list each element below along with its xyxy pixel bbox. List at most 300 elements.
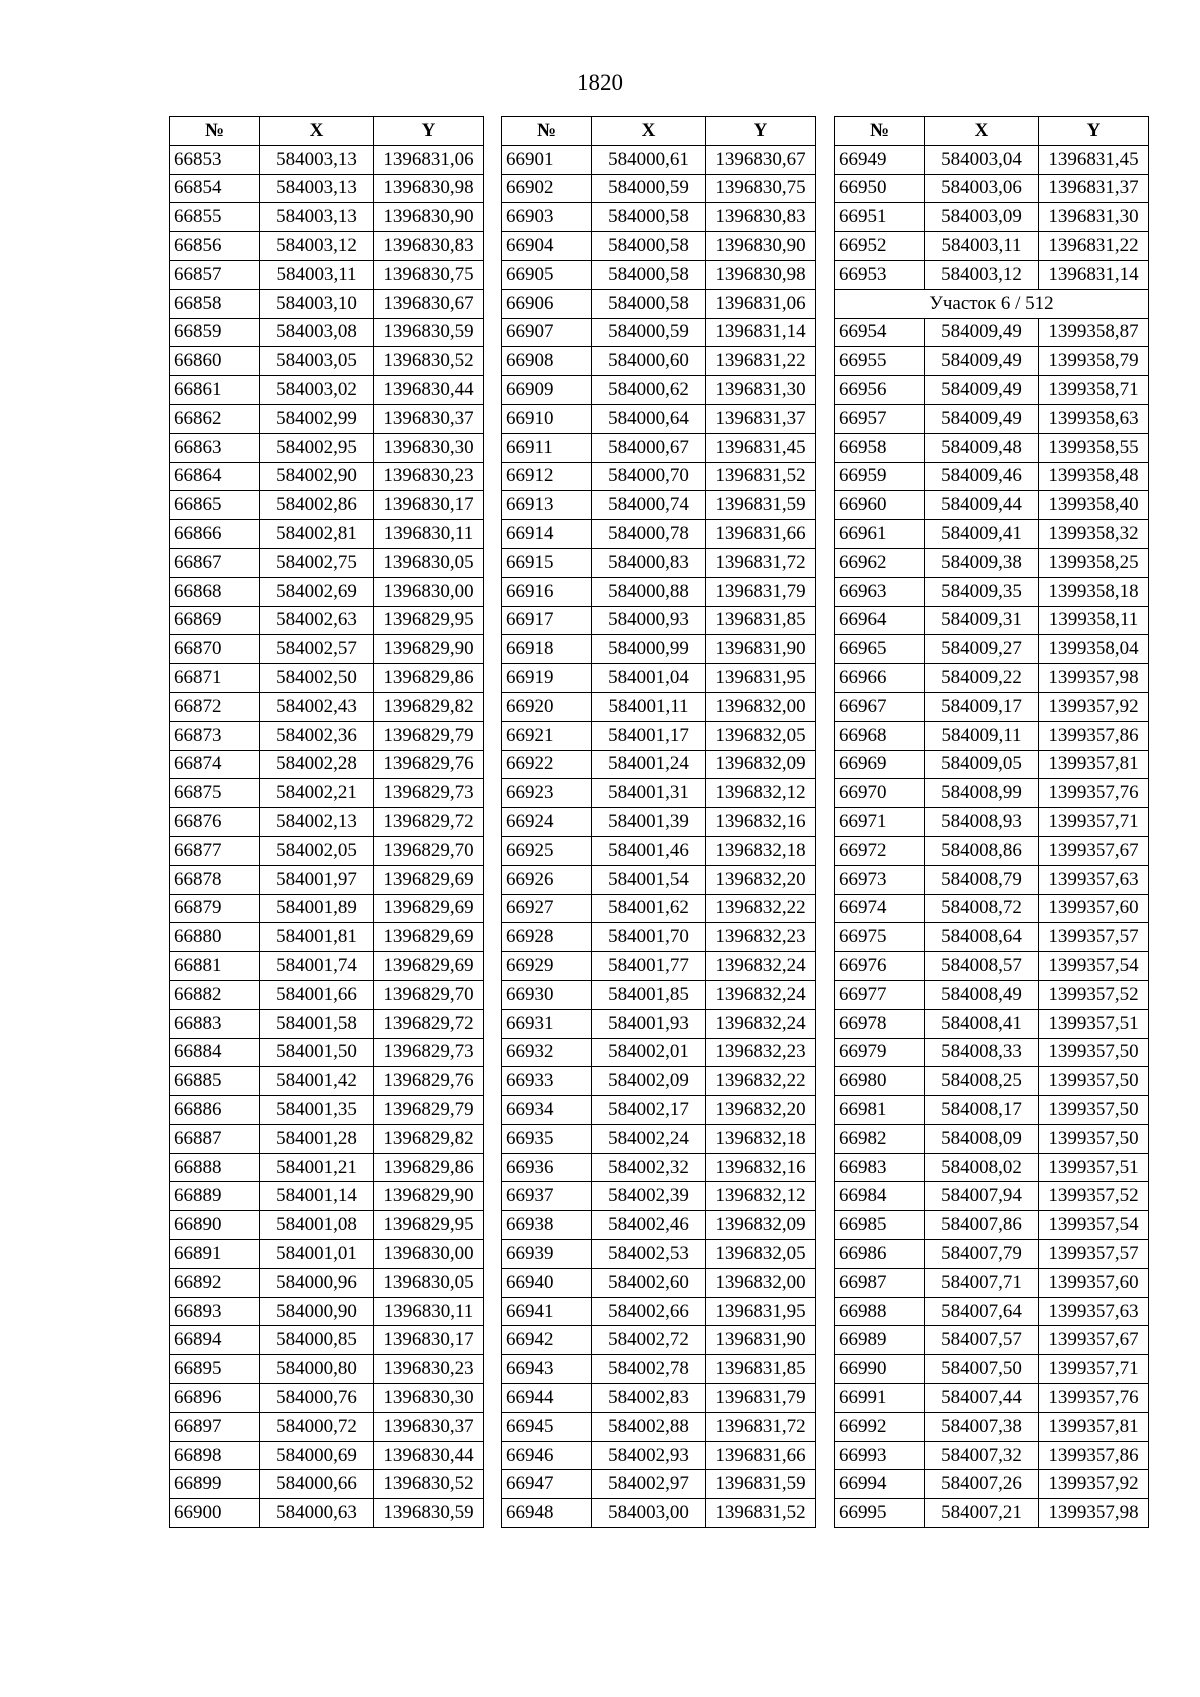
y-coordinate: 1399357,71: [1039, 808, 1149, 837]
table-row: [170, 1297, 484, 1326]
x-coordinate: 584003,00: [592, 1499, 706, 1528]
point-number: 66891: [170, 1240, 260, 1269]
table-row: [502, 1182, 816, 1211]
point-number: 66920: [502, 692, 592, 721]
point-number: 66859: [170, 318, 260, 347]
y-coordinate: 1396829,69: [374, 923, 484, 952]
y-coordinate: 1396832,05: [706, 721, 816, 750]
table-row: [502, 1470, 816, 1499]
point-number: 66899: [170, 1470, 260, 1499]
table-row: [502, 1153, 816, 1182]
table-row: [502, 462, 816, 491]
x-coordinate: 584000,59: [592, 318, 706, 347]
y-coordinate: 1396829,79: [374, 1096, 484, 1125]
table-row: [835, 952, 1149, 981]
point-number: 66979: [835, 1038, 925, 1067]
y-coordinate: 1396831,85: [706, 606, 816, 635]
y-coordinate: 1396832,20: [706, 865, 816, 894]
y-coordinate: 1396829,70: [374, 836, 484, 865]
x-coordinate: 584008,93: [925, 808, 1039, 837]
y-coordinate: 1399358,71: [1039, 376, 1149, 405]
table-row: [835, 1211, 1149, 1240]
point-number: 66882: [170, 980, 260, 1009]
table-body: [835, 145, 1149, 1527]
x-coordinate: 584009,44: [925, 491, 1039, 520]
table-row: [170, 779, 484, 808]
x-coordinate: 584001,14: [260, 1182, 374, 1211]
point-number: 66875: [170, 779, 260, 808]
point-number: 66926: [502, 865, 592, 894]
table-row: [170, 1067, 484, 1096]
point-number: 66881: [170, 952, 260, 981]
y-coordinate: 1396832,00: [706, 1268, 816, 1297]
table-body: [170, 145, 484, 1527]
y-coordinate: 1396831,22: [706, 347, 816, 376]
y-coordinate: 1396829,90: [374, 635, 484, 664]
y-coordinate: 1396831,06: [374, 145, 484, 174]
y-coordinate: 1399357,71: [1039, 1355, 1149, 1384]
x-coordinate: 584008,09: [925, 1124, 1039, 1153]
coordinates-table-2: [501, 116, 816, 1528]
y-coordinate: 1396831,66: [706, 520, 816, 549]
point-number: 66992: [835, 1412, 925, 1441]
point-number: 66936: [502, 1153, 592, 1182]
table-row: [502, 1326, 816, 1355]
point-number: 66977: [835, 980, 925, 1009]
y-coordinate: 1396829,82: [374, 692, 484, 721]
table-row: [170, 491, 484, 520]
point-number: 66989: [835, 1326, 925, 1355]
x-coordinate: 584000,59: [592, 174, 706, 203]
point-number: 66973: [835, 865, 925, 894]
table-row: [835, 635, 1149, 664]
table-row: [170, 1211, 484, 1240]
y-coordinate: 1396830,59: [374, 1499, 484, 1528]
y-coordinate: 1399357,86: [1039, 721, 1149, 750]
point-number: 66961: [835, 520, 925, 549]
x-coordinate: 584002,57: [260, 635, 374, 664]
y-coordinate: 1396830,37: [374, 404, 484, 433]
x-coordinate: 584007,94: [925, 1182, 1039, 1211]
y-coordinate: 1396830,37: [374, 1412, 484, 1441]
x-coordinate: 584000,85: [260, 1326, 374, 1355]
point-number: 66853: [170, 145, 260, 174]
point-number: 66921: [502, 721, 592, 750]
y-coordinate: 1396832,18: [706, 836, 816, 865]
y-coordinate: 1396831,22: [1039, 232, 1149, 261]
x-coordinate: 584001,89: [260, 894, 374, 923]
table-row: [170, 232, 484, 261]
x-coordinate: 584008,02: [925, 1153, 1039, 1182]
x-coordinate: 584000,63: [260, 1499, 374, 1528]
point-number: 66929: [502, 952, 592, 981]
point-number: 66860: [170, 347, 260, 376]
x-coordinate: 584001,81: [260, 923, 374, 952]
x-coordinate: 584002,69: [260, 577, 374, 606]
y-coordinate: 1396831,79: [706, 577, 816, 606]
point-number: 66890: [170, 1211, 260, 1240]
y-coordinate: 1396831,14: [706, 318, 816, 347]
point-number: 66970: [835, 779, 925, 808]
y-coordinate: 1399357,98: [1039, 664, 1149, 693]
x-coordinate: 584002,83: [592, 1384, 706, 1413]
x-coordinate: 584003,10: [260, 289, 374, 318]
table-row: [502, 750, 816, 779]
x-coordinate: 584001,39: [592, 808, 706, 837]
point-number: 66883: [170, 1009, 260, 1038]
table-row: [835, 462, 1149, 491]
point-number: 66872: [170, 692, 260, 721]
y-coordinate: 1396832,24: [706, 980, 816, 1009]
table-row: [502, 664, 816, 693]
x-coordinate: 584007,86: [925, 1211, 1039, 1240]
y-coordinate: 1396829,69: [374, 865, 484, 894]
y-coordinate: 1396829,76: [374, 750, 484, 779]
point-number: 66956: [835, 376, 925, 405]
x-coordinate: 584002,13: [260, 808, 374, 837]
y-coordinate: 1396830,52: [374, 1470, 484, 1499]
y-coordinate: 1396832,09: [706, 750, 816, 779]
x-coordinate: 584007,44: [925, 1384, 1039, 1413]
x-coordinate: 584000,96: [260, 1268, 374, 1297]
y-coordinate: 1396831,59: [706, 491, 816, 520]
point-number: 66995: [835, 1499, 925, 1528]
table-row: [170, 1355, 484, 1384]
x-coordinate: 584001,35: [260, 1096, 374, 1125]
table-row: [170, 289, 484, 318]
table-row: [502, 174, 816, 203]
x-coordinate: 584000,78: [592, 520, 706, 549]
table-row: [502, 404, 816, 433]
x-coordinate: 584001,08: [260, 1211, 374, 1240]
y-coordinate: 1396832,22: [706, 1067, 816, 1096]
y-coordinate: 1399357,54: [1039, 1211, 1149, 1240]
x-coordinate: 584001,04: [592, 664, 706, 693]
x-coordinate: 584009,41: [925, 520, 1039, 549]
table-row: [502, 289, 816, 318]
x-coordinate: 584009,49: [925, 376, 1039, 405]
x-coordinate: 584008,25: [925, 1067, 1039, 1096]
x-coordinate: 584009,49: [925, 318, 1039, 347]
table-row: [170, 1470, 484, 1499]
x-coordinate: 584000,58: [592, 289, 706, 318]
x-coordinate: 584000,62: [592, 376, 706, 405]
y-coordinate: 1396829,73: [374, 779, 484, 808]
x-coordinate: 584000,90: [260, 1297, 374, 1326]
y-coordinate: 1399357,67: [1039, 1326, 1149, 1355]
y-coordinate: 1396830,11: [374, 520, 484, 549]
x-coordinate: 584000,74: [592, 491, 706, 520]
table-row: [835, 1470, 1149, 1499]
y-coordinate: 1396831,95: [706, 664, 816, 693]
x-coordinate: 584003,02: [260, 376, 374, 405]
table-row: [835, 145, 1149, 174]
y-coordinate: 1396830,44: [374, 1441, 484, 1470]
table-row: [835, 203, 1149, 232]
point-number: 66971: [835, 808, 925, 837]
y-coordinate: 1396831,30: [706, 376, 816, 405]
table-row: [835, 1038, 1149, 1067]
x-coordinate: 584000,67: [592, 433, 706, 462]
y-coordinate: 1399358,11: [1039, 606, 1149, 635]
point-number: 66911: [502, 433, 592, 462]
point-number: 66938: [502, 1211, 592, 1240]
point-number: 66893: [170, 1297, 260, 1326]
table-row: [170, 433, 484, 462]
x-coordinate: 584007,21: [925, 1499, 1039, 1528]
y-coordinate: 1399357,52: [1039, 980, 1149, 1009]
point-number: 66865: [170, 491, 260, 520]
table-row: [170, 577, 484, 606]
table-row: [502, 520, 816, 549]
point-number: 66984: [835, 1182, 925, 1211]
table-row: [170, 1153, 484, 1182]
point-number: 66869: [170, 606, 260, 635]
point-number: 66951: [835, 203, 925, 232]
y-coordinate: 1399357,50: [1039, 1067, 1149, 1096]
table-row: [502, 232, 816, 261]
table-row: [170, 376, 484, 405]
y-coordinate: 1396830,67: [374, 289, 484, 318]
table-row: [502, 1240, 816, 1269]
x-coordinate: 584009,22: [925, 664, 1039, 693]
table-row: [835, 491, 1149, 520]
y-coordinate: 1399357,81: [1039, 1412, 1149, 1441]
x-coordinate: 584007,38: [925, 1412, 1039, 1441]
point-number: 66935: [502, 1124, 592, 1153]
x-coordinate: 584001,62: [592, 894, 706, 923]
point-number: 66985: [835, 1211, 925, 1240]
coordinates-table-3: [834, 116, 1149, 1528]
x-coordinate: 584008,64: [925, 923, 1039, 952]
y-coordinate: 1396830,52: [374, 347, 484, 376]
x-coordinate: 584003,12: [925, 260, 1039, 289]
x-coordinate: 584007,79: [925, 1240, 1039, 1269]
x-coordinate: 584002,46: [592, 1211, 706, 1240]
table-row: [170, 1124, 484, 1153]
x-coordinate: 584000,58: [592, 232, 706, 261]
x-coordinate: 584003,09: [925, 203, 1039, 232]
x-coordinate: 584001,74: [260, 952, 374, 981]
point-number: 66988: [835, 1297, 925, 1326]
table-row: [170, 1441, 484, 1470]
page-number: 1820: [577, 70, 623, 95]
y-coordinate: 1396830,75: [374, 260, 484, 289]
table-row: [835, 347, 1149, 376]
point-number: 66924: [502, 808, 592, 837]
point-number: 66916: [502, 577, 592, 606]
point-number: 66871: [170, 664, 260, 693]
y-coordinate: 1396832,23: [706, 1038, 816, 1067]
point-number: 66917: [502, 606, 592, 635]
y-coordinate: 1396829,72: [374, 1009, 484, 1038]
y-coordinate: 1399357,50: [1039, 1124, 1149, 1153]
point-number: 66931: [502, 1009, 592, 1038]
table-row: [170, 1038, 484, 1067]
x-coordinate: 584001,93: [592, 1009, 706, 1038]
x-coordinate: 584002,17: [592, 1096, 706, 1125]
table-row: [170, 980, 484, 1009]
x-coordinate: 584000,66: [260, 1470, 374, 1499]
table-row: [170, 1384, 484, 1413]
y-coordinate: 1399358,04: [1039, 635, 1149, 664]
x-coordinate: 584000,80: [260, 1355, 374, 1384]
table-row: [835, 1240, 1149, 1269]
y-coordinate: 1396831,52: [706, 462, 816, 491]
x-coordinate: 584002,39: [592, 1182, 706, 1211]
x-coordinate: 584003,06: [925, 174, 1039, 203]
y-coordinate: 1396831,72: [706, 1412, 816, 1441]
x-coordinate: 584001,66: [260, 980, 374, 1009]
point-number: 66896: [170, 1384, 260, 1413]
point-number: 66873: [170, 721, 260, 750]
y-coordinate: 1396830,75: [706, 174, 816, 203]
point-number: 66910: [502, 404, 592, 433]
x-coordinate: 584000,83: [592, 548, 706, 577]
y-coordinate: 1399358,32: [1039, 520, 1149, 549]
point-number: 66993: [835, 1441, 925, 1470]
point-number: 66854: [170, 174, 260, 203]
y-coordinate: 1396830,23: [374, 1355, 484, 1384]
point-number: 66964: [835, 606, 925, 635]
point-number: 66914: [502, 520, 592, 549]
table-row: [502, 1067, 816, 1096]
y-coordinate: 1396830,98: [706, 260, 816, 289]
table-row: [170, 894, 484, 923]
point-number: 66902: [502, 174, 592, 203]
point-number: 66960: [835, 491, 925, 520]
point-number: 66908: [502, 347, 592, 376]
section-label: Участок 6 / 512: [835, 289, 1149, 318]
x-coordinate: 584000,99: [592, 635, 706, 664]
table-row: [170, 520, 484, 549]
y-coordinate: 1396830,30: [374, 1384, 484, 1413]
point-number: 66915: [502, 548, 592, 577]
table-row: [835, 260, 1149, 289]
y-coordinate: 1396829,95: [374, 606, 484, 635]
point-number: 66906: [502, 289, 592, 318]
table-row: [170, 318, 484, 347]
table-row: [170, 1009, 484, 1038]
x-coordinate: 584002,72: [592, 1326, 706, 1355]
point-number: 66947: [502, 1470, 592, 1499]
table-row: [835, 1499, 1149, 1528]
point-number: 66974: [835, 894, 925, 923]
y-coordinate: 1396829,86: [374, 664, 484, 693]
table-row: [835, 1412, 1149, 1441]
x-coordinate: 584007,26: [925, 1470, 1039, 1499]
x-coordinate: 584002,66: [592, 1297, 706, 1326]
table-row: [502, 577, 816, 606]
table-row: [835, 1268, 1149, 1297]
header-x: X: [592, 117, 706, 146]
x-coordinate: 584009,38: [925, 548, 1039, 577]
x-coordinate: 584001,97: [260, 865, 374, 894]
x-coordinate: 584001,70: [592, 923, 706, 952]
point-number: 66930: [502, 980, 592, 1009]
table-row: [835, 1067, 1149, 1096]
point-number: 66965: [835, 635, 925, 664]
point-number: 66954: [835, 318, 925, 347]
x-coordinate: 584002,95: [260, 433, 374, 462]
table-body: [502, 145, 816, 1527]
point-number: 66968: [835, 721, 925, 750]
y-coordinate: 1396832,12: [706, 779, 816, 808]
point-number: 66913: [502, 491, 592, 520]
x-coordinate: 584003,11: [925, 232, 1039, 261]
x-coordinate: 584008,99: [925, 779, 1039, 808]
x-coordinate: 584000,61: [592, 145, 706, 174]
point-number: 66912: [502, 462, 592, 491]
point-number: 66945: [502, 1412, 592, 1441]
table-row: [835, 836, 1149, 865]
table-row: [502, 1412, 816, 1441]
table-row: [502, 1124, 816, 1153]
y-coordinate: 1396830,23: [374, 462, 484, 491]
x-coordinate: 584001,28: [260, 1124, 374, 1153]
x-coordinate: 584001,24: [592, 750, 706, 779]
table-header-row: [835, 117, 1149, 146]
table-row: [502, 1499, 816, 1528]
table-row: [170, 606, 484, 635]
point-number: 66949: [835, 145, 925, 174]
x-coordinate: 584003,04: [925, 145, 1039, 174]
x-coordinate: 584008,86: [925, 836, 1039, 865]
table-row: [170, 462, 484, 491]
x-coordinate: 584007,57: [925, 1326, 1039, 1355]
table-row: [835, 1355, 1149, 1384]
x-coordinate: 584009,27: [925, 635, 1039, 664]
y-coordinate: 1396829,69: [374, 952, 484, 981]
x-coordinate: 584000,58: [592, 203, 706, 232]
table-row: [835, 404, 1149, 433]
x-coordinate: 584002,86: [260, 491, 374, 520]
table-row: [502, 347, 816, 376]
point-number: 66901: [502, 145, 592, 174]
x-coordinate: 584002,78: [592, 1355, 706, 1384]
x-coordinate: 584008,49: [925, 980, 1039, 1009]
table-row: [835, 548, 1149, 577]
header-number: №: [502, 117, 592, 146]
point-number: 66975: [835, 923, 925, 952]
x-coordinate: 584002,53: [592, 1240, 706, 1269]
point-number: 66886: [170, 1096, 260, 1125]
table-row: [502, 1355, 816, 1384]
y-coordinate: 1399357,76: [1039, 1384, 1149, 1413]
table-row: [502, 635, 816, 664]
x-coordinate: 584009,46: [925, 462, 1039, 491]
x-coordinate: 584000,93: [592, 606, 706, 635]
y-coordinate: 1396831,45: [706, 433, 816, 462]
point-number: 66918: [502, 635, 592, 664]
point-number: 66937: [502, 1182, 592, 1211]
y-coordinate: 1399357,50: [1039, 1038, 1149, 1067]
y-coordinate: 1396829,69: [374, 894, 484, 923]
x-coordinate: 584000,60: [592, 347, 706, 376]
table-row: [835, 721, 1149, 750]
table-row: [170, 808, 484, 837]
table-row: [170, 1326, 484, 1355]
point-number: 66939: [502, 1240, 592, 1269]
table-row: [835, 376, 1149, 405]
y-coordinate: 1396831,79: [706, 1384, 816, 1413]
y-coordinate: 1399357,63: [1039, 865, 1149, 894]
table-row: [502, 808, 816, 837]
point-number: 66903: [502, 203, 592, 232]
x-coordinate: 584000,64: [592, 404, 706, 433]
x-coordinate: 584003,13: [260, 145, 374, 174]
x-coordinate: 584001,31: [592, 779, 706, 808]
